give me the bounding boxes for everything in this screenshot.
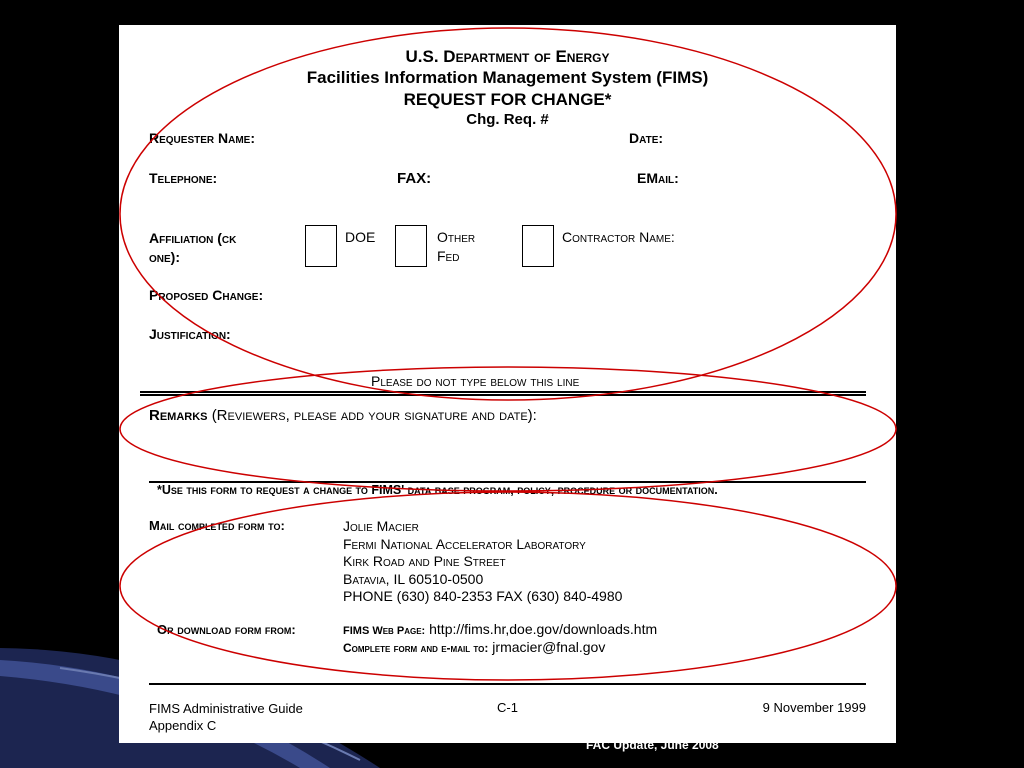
agency-title: U.S. Department of Energy	[405, 47, 610, 66]
download-label: Or download form from:	[157, 622, 296, 637]
phone-fax: PHONE (630) 840-2353 FAX (630) 840-4980	[343, 588, 623, 604]
web-page-line	[343, 621, 657, 637]
requester-name-label: Requester Name:	[149, 130, 256, 146]
mailing-address	[343, 518, 622, 606]
web-page-label: FIMS Web Page:	[343, 625, 426, 637]
city-state-zip: Batavia, IL 60510-0500	[343, 570, 484, 587]
web-url-link[interactable]: http://fims.hr,doe.gov/downloads.htm	[429, 621, 658, 637]
doe-option-label: DOE	[345, 229, 376, 245]
fims-request-form	[119, 25, 896, 743]
use-form-note: *Use this form to request a change to FIMS' data base program, policy, procedure or documentation.	[157, 483, 718, 497]
footer-left: FIMS Administrative Guide Appendix C	[149, 701, 303, 733]
contact-name: Jolie Macier	[343, 518, 419, 534]
slide-caption: FAC Update, June 2008	[586, 738, 719, 752]
mail-to-label: Mail completed form to:	[149, 518, 285, 533]
contractor-name-label: Contractor Name:	[562, 229, 675, 245]
remarks-line	[149, 407, 537, 424]
proposed-change-label: Proposed Change:	[149, 287, 264, 303]
email-label: EMail:	[637, 170, 679, 186]
lab-name: Fermi National Accelerator Laboratory	[343, 535, 586, 552]
change-request-number: Chg. Req. #	[466, 111, 549, 128]
fax-label: FAX:	[397, 170, 432, 187]
footer-rule	[149, 683, 866, 685]
date-label: Date:	[629, 130, 664, 146]
footer-date: 9 November 1999	[762, 700, 866, 715]
contractor-checkbox[interactable]	[522, 225, 554, 267]
form-title: REQUEST FOR CHANGE*	[403, 90, 612, 109]
telephone-label: Telephone:	[149, 170, 218, 186]
email-to-line	[343, 639, 605, 655]
other-fed-option-label: Other Fed	[437, 229, 476, 264]
affiliation-label: Affiliation (ck one):	[149, 230, 237, 265]
email-address-link[interactable]: jrmacier@fnal.gov	[492, 639, 606, 655]
complete-form-label: Complete form and e-mail to:	[343, 641, 489, 655]
remarks-instructions: (Reviewers, please add your signature and date):	[211, 407, 537, 424]
page-number: C-1	[497, 700, 518, 715]
remarks-label: Remarks	[149, 407, 208, 424]
system-title: Facilities Information Management System (FIMS)	[306, 68, 709, 87]
double-rule-bottom	[140, 394, 866, 396]
double-rule-top	[140, 391, 866, 393]
do-not-type-notice: Please do not type below this line	[371, 373, 580, 389]
other-fed-checkbox[interactable]	[395, 225, 427, 267]
doe-checkbox[interactable]	[305, 225, 337, 267]
street-address: Kirk Road and Pine Street	[343, 553, 506, 569]
justification-label: Justification:	[149, 326, 231, 342]
